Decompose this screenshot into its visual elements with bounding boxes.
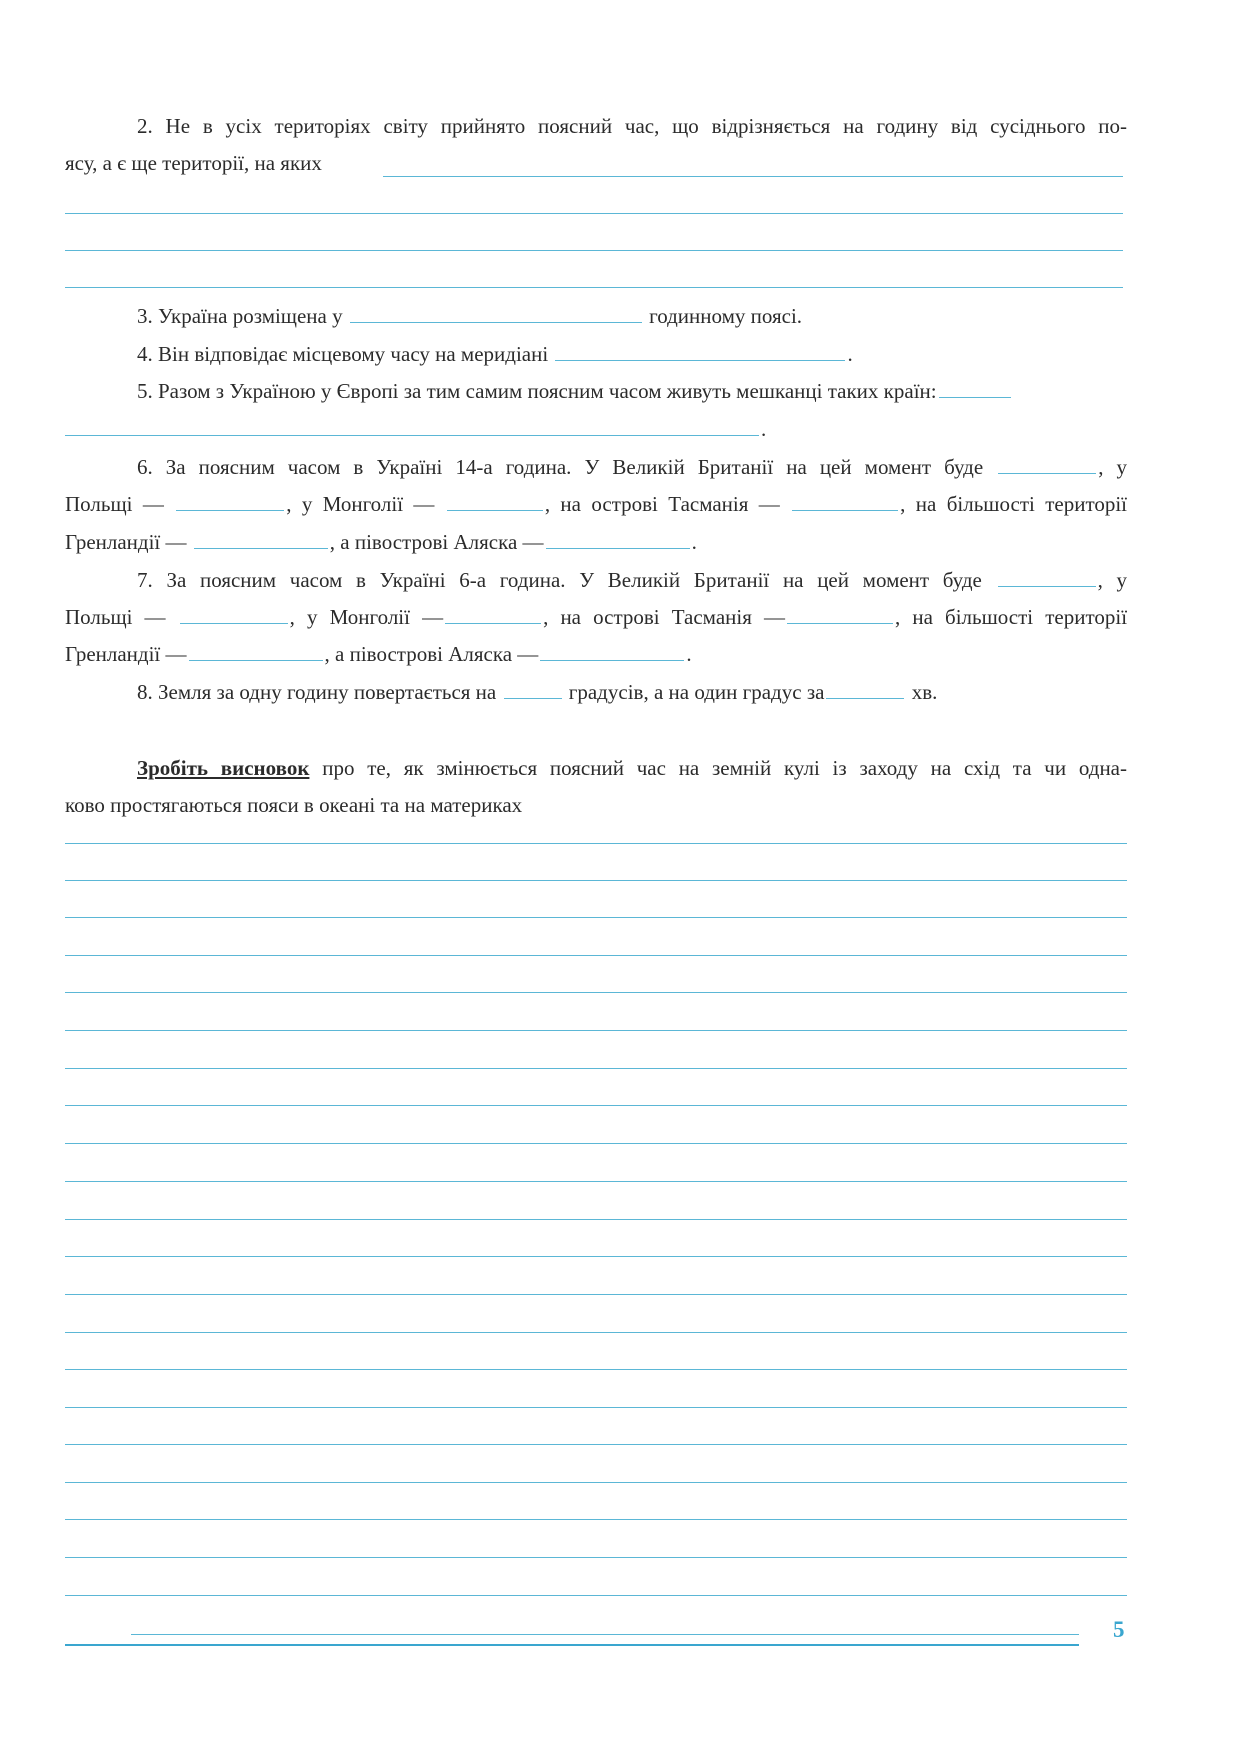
q6-line-1: 6. За поясним часом в Україні 14-а година. У Великій Британії на цей момент буде , у [137,455,1128,479]
q6-tasmania-blank[interactable] [792,490,898,511]
conclusion-answer-line[interactable] [65,1181,1127,1182]
page-number: 5 [1113,1617,1125,1642]
conclusion-answer-line[interactable] [65,1519,1127,1520]
footer-rule-thick [65,1644,1079,1646]
q8-minutes-blank[interactable] [826,678,904,699]
q7-line-1: 7. За поясним часом в Україні 6-а година. У Великій Британії на цей момент буде , у [137,568,1128,592]
conclusion-answer-line[interactable] [65,1444,1127,1445]
q7-britain-blank[interactable] [998,566,1096,587]
conclusion-answer-line[interactable] [65,1068,1127,1069]
conclusion-answer-line[interactable] [65,1143,1127,1144]
q5-line-2: . [65,415,766,443]
q6-alaska-blank[interactable] [546,528,690,549]
conclusion-answer-line[interactable] [65,1332,1127,1333]
q5-blank-1[interactable] [939,377,1011,398]
q7-line-3: Гренландії — , а півострові Аляска — . [65,642,692,666]
conclusion-answer-line[interactable] [65,1294,1127,1295]
conclusion-answer-line[interactable] [65,1219,1127,1220]
conclusion-answer-line[interactable] [65,1557,1127,1558]
conclusion-answer-line[interactable] [65,1407,1127,1408]
conclusion-answer-line[interactable] [65,992,1127,993]
conclusion-answer-line[interactable] [65,917,1127,918]
q2-answer-line-1[interactable] [383,176,1123,177]
q8-line: 8. Земля за одну годину повертається на градусів, а на один градус за хв. [137,680,938,704]
conclusion-answer-line[interactable] [65,1369,1127,1370]
conclusion-heading: Зробіть висновок [137,756,310,780]
conclusion-answer-line[interactable] [65,1030,1127,1031]
conclusion-answer-line[interactable] [65,955,1127,956]
q6-britain-blank[interactable] [998,453,1096,474]
q2-answer-line-4[interactable] [65,287,1123,288]
q3-blank[interactable] [350,302,642,323]
q2-line-2: ясу, а є ще території, на яких [65,151,322,175]
conclusion-answer-line[interactable] [65,843,1127,844]
q2-answer-line-2[interactable] [65,213,1123,214]
q6-mongolia-blank[interactable] [447,490,543,511]
q7-tasmania-blank[interactable] [787,603,893,624]
q5-blank-2[interactable] [65,415,759,436]
q6-line-2: Польщі — , у Монголії — , на острові Тасманія — , на більшості території [65,492,1128,516]
q2-line-1: 2. Не в усіх територіях світу прийнято поясний час, що відрізняється на годину від сусіднього по- [137,114,1127,138]
q7-alaska-blank[interactable] [540,640,684,661]
q3-line: 3. Україна розміщена у годинному поясі. [137,304,803,328]
conclusion-answer-line[interactable] [65,1105,1127,1106]
conclusion-line-1: Зробіть висновок про те, як змінюється поясний час на земній кулі із заходу на схід та чи одна- [137,756,1128,780]
q8-degrees-blank[interactable] [504,678,562,699]
q5-line-1: 5. Разом з Україною у Європі за тим самим поясним часом живуть мешканці таких країн: [137,377,1013,405]
q7-greenland-blank[interactable] [189,640,323,661]
conclusion-answer-line[interactable] [65,1256,1127,1257]
q4-line: 4. Він відповідає місцевому часу на меридіані . [137,342,853,366]
footer-rule-thin [131,1634,1079,1635]
q6-poland-blank[interactable] [176,490,284,511]
q2-answer-line-3[interactable] [65,250,1123,251]
q6-greenland-blank[interactable] [194,528,328,549]
conclusion-answer-line[interactable] [65,1482,1127,1483]
q7-mongolia-blank[interactable] [445,603,541,624]
conclusion-answer-line[interactable] [65,1595,1127,1596]
conclusion-line-2: ково простягаються пояси в океані та на материках [65,793,523,817]
q4-blank[interactable] [555,340,845,361]
q7-line-2: Польщі — , у Монголії — , на острові Тасманія — , на більшості території [65,605,1128,629]
q7-poland-blank[interactable] [180,603,288,624]
q6-line-3: Гренландії — , а півострові Аляска — . [65,530,697,554]
conclusion-answer-line[interactable] [65,880,1127,881]
